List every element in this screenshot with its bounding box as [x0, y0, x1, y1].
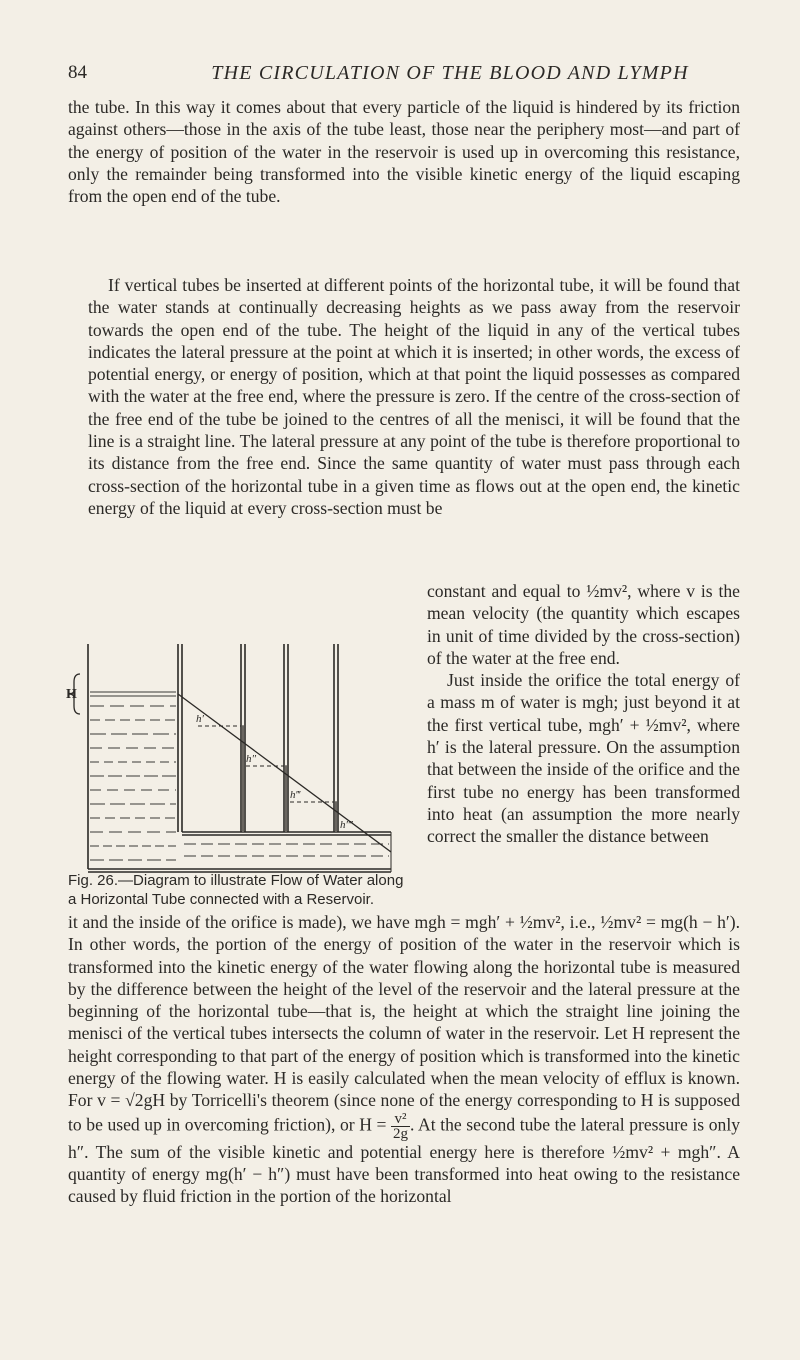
label-h4: h′‴	[340, 819, 353, 831]
running-title: THE CIRCULATION OF THE BLOOD AND LYMPH	[211, 62, 689, 84]
paragraph-3-text-end: . At the second tube the lateral pressure is only h″. The sum of the visible kinetic and potential energy here is therefore ½mv² + mgh″. A quantity of energy mg(h′ − h″) must have been transformed into heat owing to the resistance caused by fluid friction in the portion of the horizontal	[68, 1114, 741, 1207]
paragraph-2-text: If vertical tubes be inserted at different points of the horizontal tube, it will be found that the water stands at continually decreasing heights as we pass away from the reservoir towards the open end of the tube. The height of the liquid in any of the vertical tubes indicates the lateral pressure at the point at which it is inserted; in other words, the excess of potential energy, or energy of position, which at that point the liquid possesses as compared with the water at the free end, where the pressure is zero. If the centre of the cross-section of the free end of the tube be joined to the centres of all the menisci, it will be found that the line is a straight line. The lateral pressure at any point of the tube is therefore proportional to its distance from the free end. Since the same quantity of water must pass through each cross-section of the horizontal tube in a given time as flows out at the open end, the kinetic energy of the liquid at every cross-section must be	[88, 275, 740, 518]
formula-denominator: 2g	[393, 1125, 409, 1142]
label-h1: h′	[196, 713, 204, 725]
paragraph-1: the tube. In this way it comes about that every particle of the liquid is hindered by its friction against others—those in the axis of the tube least, those near the periphery most—and part of the energy of position of the water in the reservoir is used up in overcoming this resistance, only the remainder being transformed into the visible kinetic energy of the liquid escaping from the open end of the tube.	[68, 97, 740, 207]
label-H: H	[66, 687, 77, 702]
formula-numerator: v²	[391, 1112, 410, 1127]
paragraph-3-text: it and the inside of the orifice is made), we have mgh = mgh′ + ½mv², i.e., ½mv² = mg(h − h′). In other words, the portion of the energy of position of the water in the reservoir which is transformed into the kinetic energy of the water flowing along the horizontal tube is measured by the difference between the height of the level of the reservoir and the lateral pressure at the beginning of the horizontal tube—that is, the height at which the straight line joining the menisci of the vertical tubes intersects the column of water in the reservoir. Let H represent the height corresponding to that part of the energy of position which is transformed into the kinetic energy of the flowing water. H is easily calculated when the mean velocity of efflux is known. For v = √2gH by Torricelli's theorem (since none of the energy corresponding to H is supposed to be used up in overcoming friction), or H =	[68, 912, 740, 1135]
reservoir-diagram	[66, 624, 416, 874]
paragraph-3-continuation	[68, 911, 740, 1208]
page-header	[0, 60, 800, 90]
figure-caption: Fig. 26.—Diagram to illustrate Flow of Water along a Horizontal Tube connected with a Reservoir.	[68, 872, 404, 908]
label-h2: h″	[246, 753, 257, 765]
label-h3: h‴	[290, 789, 301, 801]
paragraph-2	[68, 274, 740, 519]
side-text-1: constant and equal to ½mv², where v is the mean velocity (the quantity which escapes in unit of time divided by the cross-section) of the water at the free end.	[427, 581, 740, 668]
page-number: 84	[68, 62, 87, 83]
formula-fraction	[391, 1112, 410, 1141]
side-column	[427, 580, 740, 848]
side-text-2: Just inside the orifice the total energy of a mass m of water is mgh; just beyond it at the first vertical tube, mgh′ + ½mv², where h′ is the lateral pressure. On the assumption that between the inside of the orifice and the first tube no energy has been transformed into heat (an assumption the more nearly correct the smaller the distance between	[427, 670, 740, 847]
